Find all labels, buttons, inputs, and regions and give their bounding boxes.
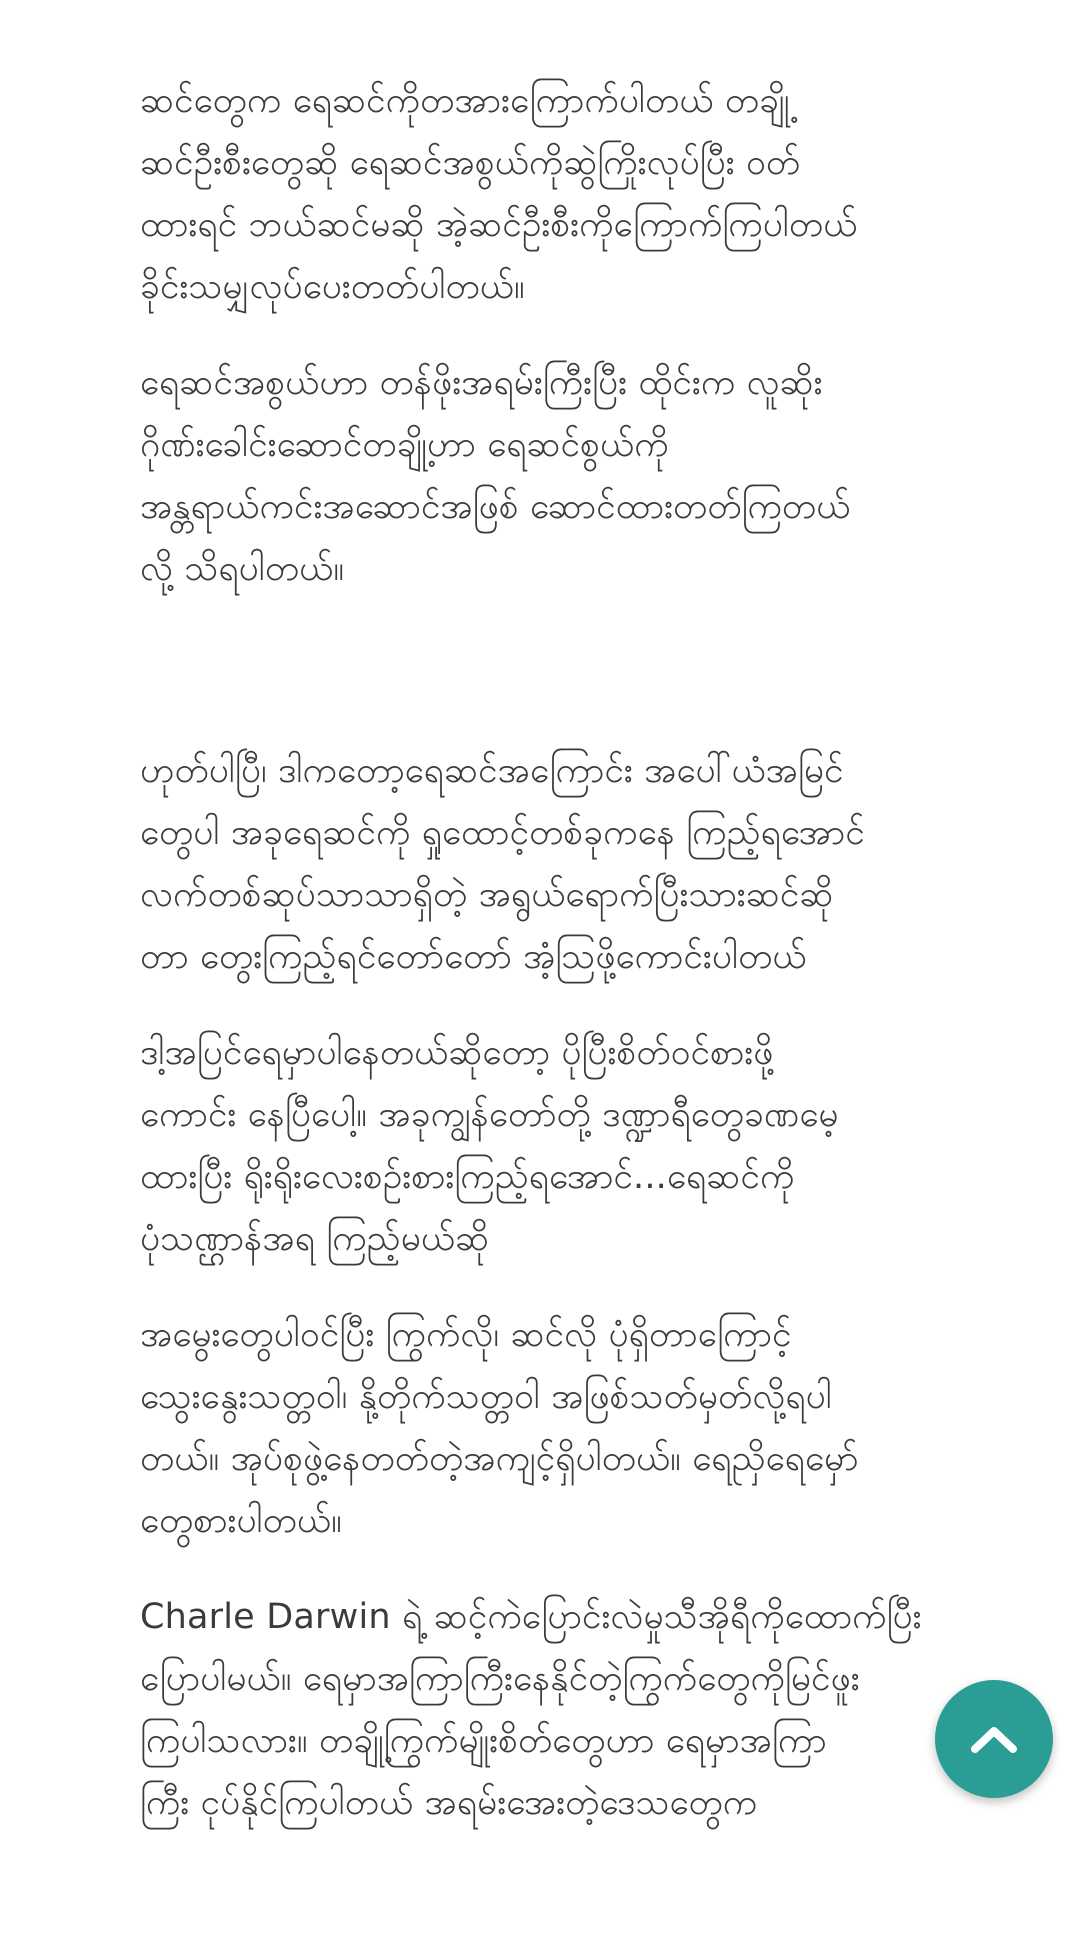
paragraph-line: တွေပါ အခုရေဆင်ကို ရှုထောင့်တစ်ခုကနေ ကြည့်ရအောင် (140, 813, 865, 853)
paragraph-line: တာ တွေးကြည့်ရင်တော်တော် အံ့သြဖို့ကောင်းပါတယ် (140, 937, 807, 977)
paragraph-line: ဆင်ဦးစီးတွေဆို ရေဆင်အစွယ်ကိုဆွဲကြိုးလုပ်ပြီး ဝတ် (140, 143, 801, 183)
paragraph-spacer (140, 1270, 1000, 1304)
paragraph-line: ပုံသဏ္ဌာန်အရ ကြည့်မယ်ဆို (140, 1219, 490, 1259)
paragraph-spacer (140, 988, 1000, 1022)
paragraph-line: ဒါ့အပြင်ရေမှာပါနေတယ်ဆိုတော့ ပိုပြီးစိတ်ဝင်စားဖို့ (140, 1033, 774, 1073)
paragraph-spacer (140, 318, 1000, 352)
scroll-to-top-button[interactable] (935, 1680, 1053, 1798)
paragraph-line: ကောင်း နေပြီပေါ့။ အခုကျွန်တော်တို့ ဒဏ္ဍာရီတွေခဏမေ့ (140, 1095, 839, 1135)
paragraph-3 (140, 740, 1000, 988)
paragraph-line: သွေးနွေးသတ္တဝါ၊ နို့တိုက်သတ္တဝါ အဖြစ်သတ်မှတ်လို့ရပါ (140, 1377, 832, 1417)
paragraph-line: ခိုင်းသမျှလုပ်ပေးတတ်ပါတယ်။ (140, 267, 525, 307)
paragraph-line: အန္တရာယ်ကင်းအဆောင်အဖြစ် ဆောင်ထားတတ်ကြတယ် (140, 487, 851, 527)
chevron-up-icon (970, 1724, 1018, 1754)
paragraph-line: ထားရင် ဘယ်ဆင်မဆို အဲ့ဆင်ဦးစီးကိုကြောက်ကြပါတယ် (140, 205, 858, 245)
paragraph-line: ဂိုဏ်းခေါင်းဆောင်တချို့ဟာ ရေဆင်စွယ်ကို (140, 425, 669, 465)
paragraph-5 (140, 1304, 1000, 1552)
paragraph-line: ဆင်တွေက ရေဆင်ကိုတအားကြောက်ပါတယ် တချို့ (140, 81, 790, 121)
paragraph-1 (140, 70, 1000, 318)
article-body (140, 70, 1000, 1834)
paragraph-spacer (140, 1552, 1000, 1586)
paragraph-line: လက်တစ်ဆုပ်သာသာရှိတဲ့ အရွယ်ရောက်ပြီးသားဆင်ဆို (140, 875, 834, 915)
paragraph-line: ကြီး ငုပ်နိုင်ကြပါတယ် အရမ်းအေးတဲ့ဒေသတွေက (140, 1783, 758, 1823)
paragraph-6 (140, 1586, 1000, 1834)
paragraph-line: ပြောပါမယ်။ ရေမှာအကြာကြီးနေနိုင်တဲ့ကြွက်တွေကိုမြင်ဖူး (140, 1659, 860, 1699)
paragraph-line: အမွေးတွေပါဝင်ပြီး ကြွက်လို၊ ဆင်လို ပုံရှိတာကြောင့် (140, 1315, 792, 1355)
paragraph-line: လို့ သိရပါတယ်။ (140, 549, 345, 589)
paragraph-2 (140, 352, 1000, 600)
paragraph-line: ကြပါသလား။ တချို့ကြွက်မျိုးစိတ်တွေဟာ ရေမှာအကြာ (140, 1721, 827, 1761)
paragraph-line: တွေစားပါတယ်။ (140, 1501, 342, 1541)
paragraph-line: Charle Darwin ရဲ့ ဆင့်ကဲပြောင်းလဲမှုသီအိုရီကိုထောက်ပြီး (140, 1597, 922, 1637)
paragraph-line: ရေဆင်အစွယ်ဟာ တန်ဖိုးအရမ်းကြီးပြီး ထိုင်းက လူဆိုး (140, 363, 823, 403)
section-spacer (140, 600, 1000, 740)
paragraph-line: တယ်။ အုပ်စုဖွဲ့နေတတ်တဲ့အကျင့်ရှိပါတယ်။ ရေညှိရေမှော် (140, 1439, 859, 1479)
paragraph-4 (140, 1022, 1000, 1270)
paragraph-line: ထားပြီး ရိုးရိုးလေးစဉ်းစားကြည့်ရအောင်...ရေဆင်ကို (140, 1157, 795, 1197)
paragraph-line: ဟုတ်ပါပြီ၊ ဒါကတော့ရေဆင်အကြောင်း အပေါ်ယံအမြင် (140, 751, 844, 791)
